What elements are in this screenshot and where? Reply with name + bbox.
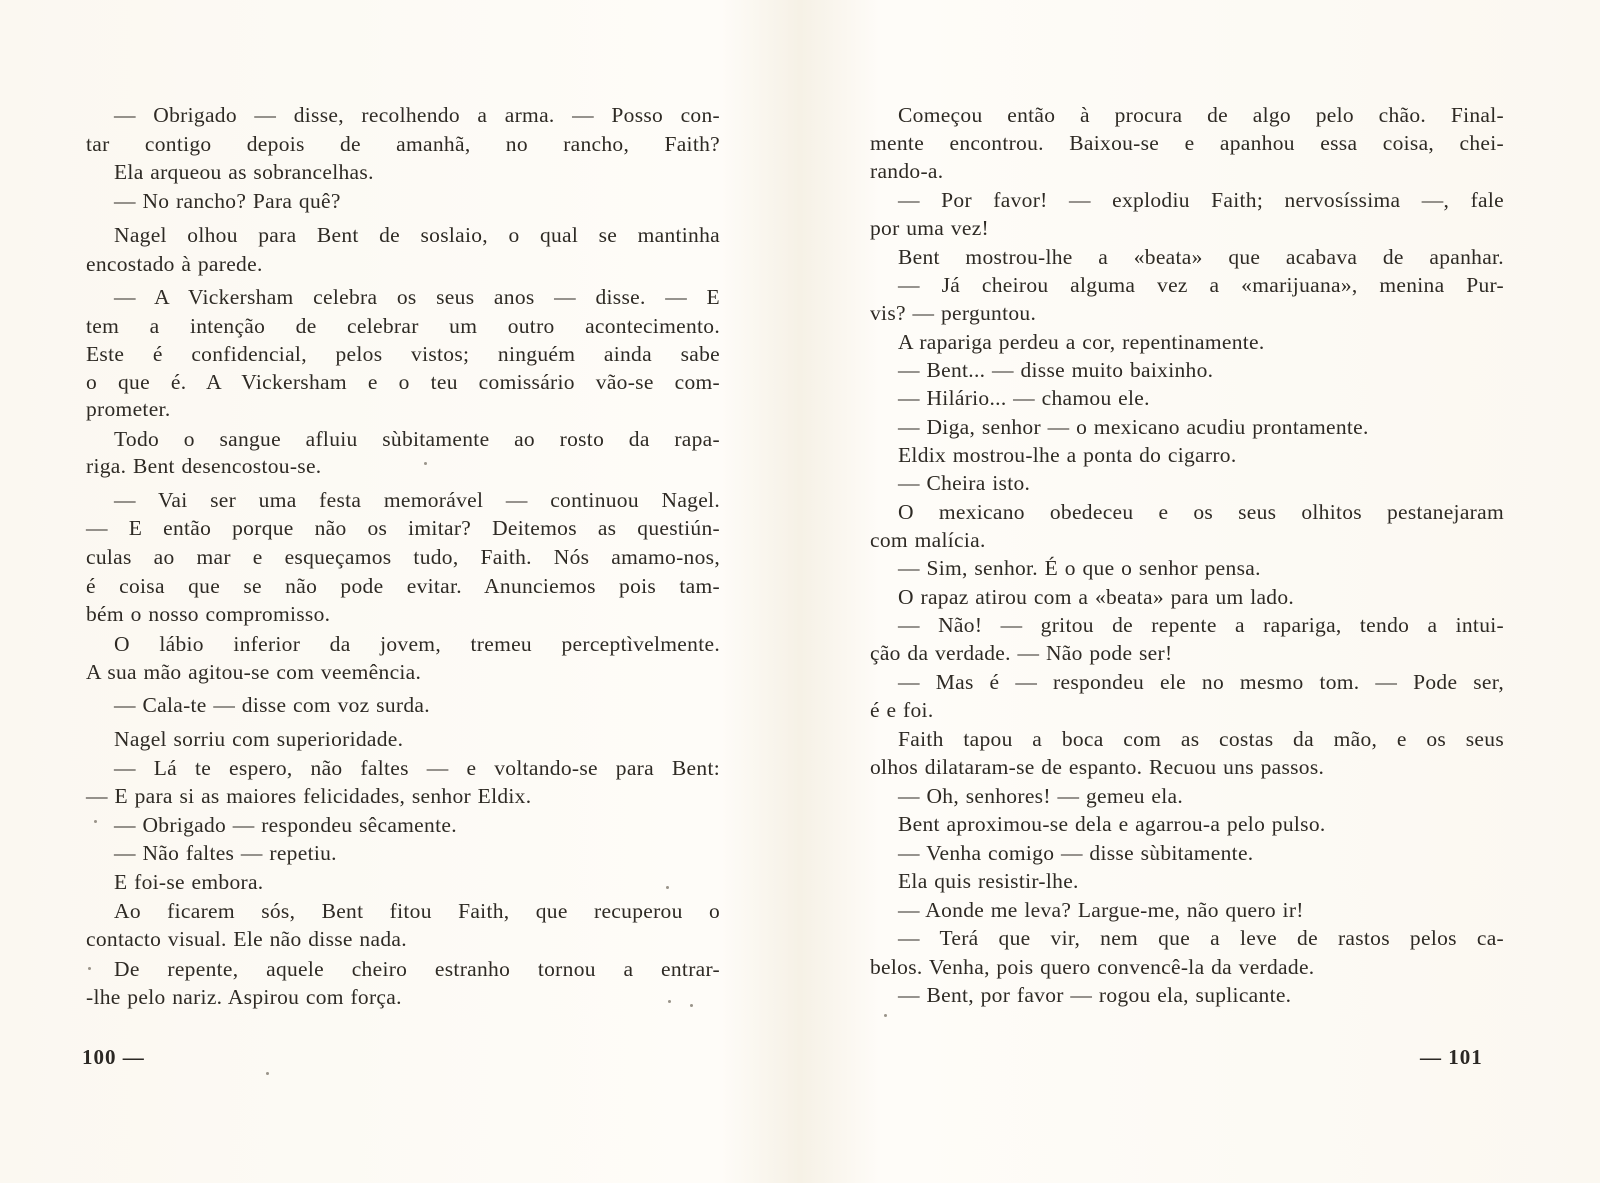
text-line: tar contigo depois de amanhã, no rancho, Faith? bbox=[86, 132, 720, 156]
text-line: com malícia. bbox=[870, 528, 986, 552]
text-line: Nagel sorriu com superioridade. bbox=[114, 727, 404, 751]
print-speck bbox=[88, 967, 91, 970]
text-line: Todo o sangue afluiu sùbitamente ao rosto da rapa- bbox=[114, 427, 720, 451]
text-line: — E para si as maiores felicidades, senhor Eldix. bbox=[86, 784, 532, 808]
text-line: é e foi. bbox=[870, 698, 934, 722]
text-line: — Não faltes — repetiu. bbox=[114, 841, 337, 865]
text-line: A sua mão agitou-se com veemência. bbox=[86, 660, 422, 684]
print-speck bbox=[690, 1004, 693, 1007]
text-line: vis? — perguntou. bbox=[870, 301, 1037, 325]
text-line: o que é. A Vickersham e o teu comissário vão-se com- bbox=[86, 370, 720, 394]
text-line: — No rancho? Para quê? bbox=[114, 189, 341, 213]
text-line: tem a intenção de celebrar um outro acontecimento. bbox=[86, 314, 720, 338]
text-line: Este é confidencial, pelos vistos; ninguém ainda sabe bbox=[86, 342, 720, 366]
text-line: rando-a. bbox=[870, 159, 944, 183]
text-line: — Obrigado — respondeu sêcamente. bbox=[114, 813, 457, 837]
text-line: Começou então à procura de algo pelo chão. Final- bbox=[898, 103, 1504, 127]
text-line: riga. Bent desencostou-se. bbox=[86, 454, 322, 478]
text-line: O mexicano obedeceu e os seus olhitos pestanejaram bbox=[898, 500, 1504, 524]
text-line: bém o nosso compromisso. bbox=[86, 602, 331, 626]
text-line: — Obrigado — disse, recolhendo a arma. — Posso con- bbox=[114, 103, 720, 127]
text-line: O lábio inferior da jovem, tremeu perceptìvelmente. bbox=[114, 632, 720, 656]
text-line: Bent mostrou-lhe a «beata» que acabava de apanhar. bbox=[898, 245, 1504, 269]
text-line: — Sim, senhor. É o que o senhor pensa. bbox=[898, 556, 1261, 580]
text-line: — Cheira isto. bbox=[898, 471, 1031, 495]
text-line: culas ao mar e esqueçamos tudo, Faith. Nós amamo-nos, bbox=[86, 545, 720, 569]
text-line: -lhe pelo nariz. Aspirou com força. bbox=[86, 985, 402, 1009]
text-line: por uma vez! bbox=[870, 216, 990, 240]
print-speck bbox=[94, 820, 97, 823]
print-speck bbox=[266, 1072, 269, 1075]
text-line: O rapaz atirou com a «beata» para um lado. bbox=[898, 585, 1295, 609]
text-line: — Venha comigo — disse sùbitamente. bbox=[898, 841, 1254, 865]
page-number-right: — 101 bbox=[1420, 1045, 1483, 1069]
print-speck bbox=[424, 462, 427, 465]
text-line: — Terá que vir, nem que a leve de rastos pelos ca- bbox=[898, 926, 1504, 950]
text-line: Eldix mostrou-lhe a ponta do cigarro. bbox=[898, 443, 1237, 467]
print-speck bbox=[884, 1014, 887, 1017]
text-line: Faith tapou a boca com as costas da mão, e os seus bbox=[898, 727, 1504, 751]
text-line: Ela quis resistir-lhe. bbox=[898, 869, 1079, 893]
text-line: A rapariga perdeu a cor, repentinamente. bbox=[898, 330, 1265, 354]
print-speck bbox=[666, 886, 669, 889]
text-line: — A Vickersham celebra os seus anos — disse. — E bbox=[114, 285, 720, 309]
page-number-left: 100 — bbox=[82, 1045, 145, 1069]
text-line: — Por favor! — explodiu Faith; nervosíssima —, fale bbox=[898, 188, 1504, 212]
text-line: belos. Venha, pois quero convencê-la da verdade. bbox=[870, 955, 1315, 979]
text-line: ção da verdade. — Não pode ser! bbox=[870, 641, 1173, 665]
text-line: Ao ficarem sós, Bent fitou Faith, que recuperou o bbox=[114, 899, 720, 923]
text-line: Nagel olhou para Bent de soslaio, o qual se mantinha bbox=[114, 223, 720, 247]
text-line: — Bent, por favor — rogou ela, suplicante. bbox=[898, 983, 1292, 1007]
text-line: — Diga, senhor — o mexicano acudiu prontamente. bbox=[898, 415, 1369, 439]
text-line: — Bent... — disse muito baixinho. bbox=[898, 358, 1214, 382]
text-line: encostado à parede. bbox=[86, 252, 263, 276]
text-line: — Aonde me leva? Largue-me, não quero ir! bbox=[898, 898, 1304, 922]
text-line: De repente, aquele cheiro estranho tornou a entrar- bbox=[114, 957, 720, 981]
print-speck bbox=[668, 1000, 671, 1003]
text-line: mente encontrou. Baixou-se e apanhou essa coisa, chei- bbox=[870, 131, 1504, 155]
text-line: — E então porque não os imitar? Deitemos as questiún- bbox=[86, 516, 720, 540]
text-line: Ela arqueou as sobrancelhas. bbox=[114, 160, 374, 184]
text-line: — Vai ser uma festa memorável — continuou Nagel. bbox=[114, 488, 720, 512]
text-line: prometer. bbox=[86, 397, 171, 421]
text-line: — Lá te espero, não faltes — e voltando-se para Bent: bbox=[114, 756, 720, 780]
text-line: olhos dilataram-se de espanto. Recuou uns passos. bbox=[870, 755, 1325, 779]
text-line: é coisa que se não pode evitar. Anunciemos pois tam- bbox=[86, 574, 720, 598]
text-line: contacto visual. Ele não disse nada. bbox=[86, 927, 407, 951]
text-line: — Oh, senhores! — gemeu ela. bbox=[898, 784, 1184, 808]
text-line: — Já cheirou alguma vez a «marijuana», menina Pur- bbox=[898, 273, 1504, 297]
text-line: — Cala-te — disse com voz surda. bbox=[114, 693, 430, 717]
text-line: — Mas é — respondeu ele no mesmo tom. — Pode ser, bbox=[898, 670, 1504, 694]
text-line: — Não! — gritou de repente a rapariga, tendo a intui- bbox=[898, 613, 1504, 637]
text-line: — Hilário... — chamou ele. bbox=[898, 386, 1150, 410]
text-line: Bent aproximou-se dela e agarrou-a pelo pulso. bbox=[898, 812, 1326, 836]
text-line: E foi-se embora. bbox=[114, 870, 264, 894]
